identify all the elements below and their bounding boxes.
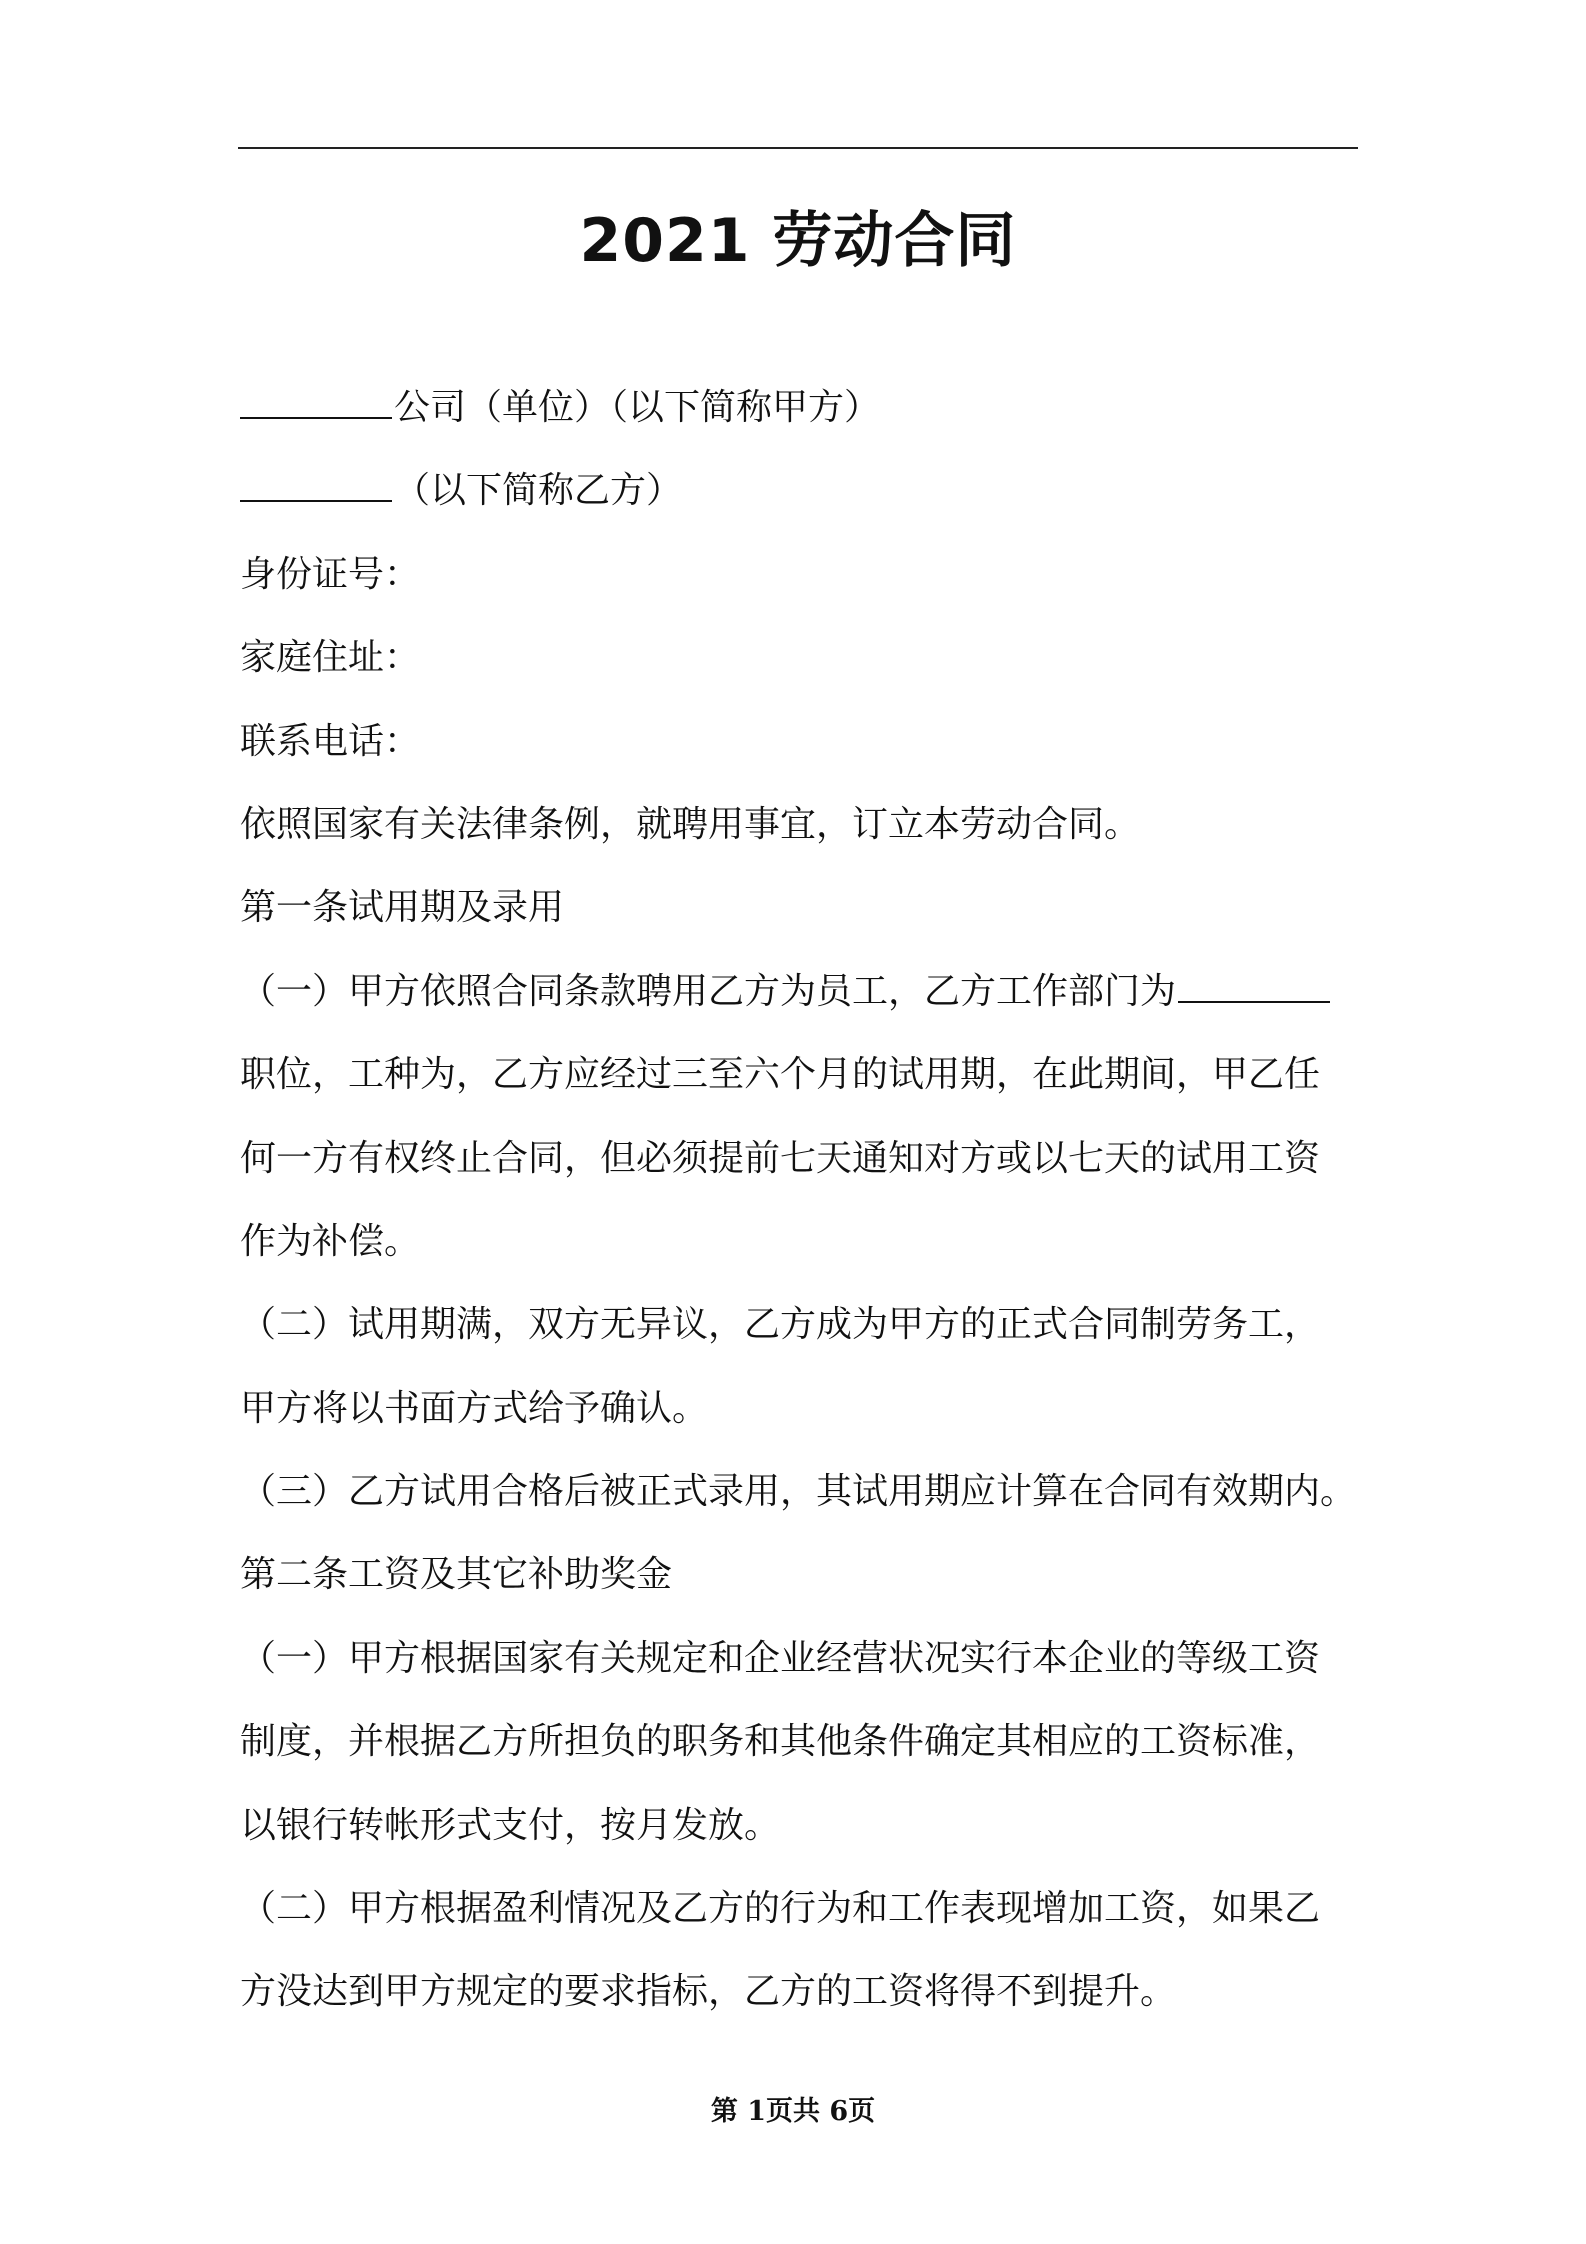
document-title: 2021 劳动合同 — [579, 206, 1017, 276]
article1-clause1-line1 — [240, 950, 1365, 1033]
article2-heading: 第二条工资及其它补助奖金 — [240, 1554, 673, 1596]
article1-clause1-text: （一）甲方依照合同条款聘用乙方为员工，乙方工作部门为 — [240, 970, 1177, 1012]
page-indicator: 第 1页共 6页 — [710, 2096, 876, 2127]
article1-clause1-line4: 作为补偿。 — [240, 1220, 421, 1262]
article1-clause2-line2: 甲方将以书面方式给予确认。 — [240, 1387, 709, 1429]
address-label: 家庭住址： — [240, 637, 421, 679]
department-blank — [1178, 971, 1330, 1003]
article2-clause1-line2: 制度，并根据乙方所担负的职务和其他条件确定其相应的工资标准， — [240, 1721, 1321, 1763]
article2-clause2-line2: 方没达到甲方规定的要求指标，乙方的工资将得不到提升。 — [240, 1971, 1177, 2013]
article1-clause1-line2: 职位，工种为，乙方应经过三至六个月的试用期，在此期间，甲乙任 — [240, 1054, 1321, 1096]
party-b-line — [240, 449, 1365, 532]
preamble: 依照国家有关法律条例，就聘用事宜，订立本劳动合同。 — [240, 803, 1141, 845]
id-number-label: 身份证号： — [240, 553, 421, 595]
party-b-label: （以下简称乙方） — [394, 470, 683, 512]
article2-clause2-line1: （二）甲方根据盈利情况及乙方的行为和工作表现增加工资，如果乙 — [240, 1888, 1321, 1930]
article2-clause1-line3: 以银行转帐形式支付，按月发放。 — [240, 1804, 781, 1846]
phone-label: 联系电话： — [240, 720, 421, 762]
article1-clause2-line1: （二）试用期满，双方无异议，乙方成为甲方的正式合同制劳务工， — [240, 1304, 1321, 1346]
party-a-blank — [240, 387, 392, 419]
article1-clause1-line3: 何一方有权终止合同，但必须提前七天通知对方或以七天的试用工资 — [240, 1137, 1321, 1179]
party-a-line — [240, 366, 1365, 449]
party-b-blank — [240, 470, 392, 502]
article1-clause3-line1: （三）乙方试用合格后被正式录用，其试用期应计算在合同有效期内。 — [240, 1471, 1357, 1513]
header-rule — [238, 147, 1358, 149]
article2-clause1-line1: （一）甲方根据国家有关规定和企业经营状况实行本企业的等级工资 — [240, 1637, 1321, 1679]
article1-heading: 第一条试用期及录用 — [240, 887, 565, 929]
party-a-label: 公司（单位）（以下简称甲方） — [394, 387, 881, 428]
document-body — [240, 366, 1365, 2034]
